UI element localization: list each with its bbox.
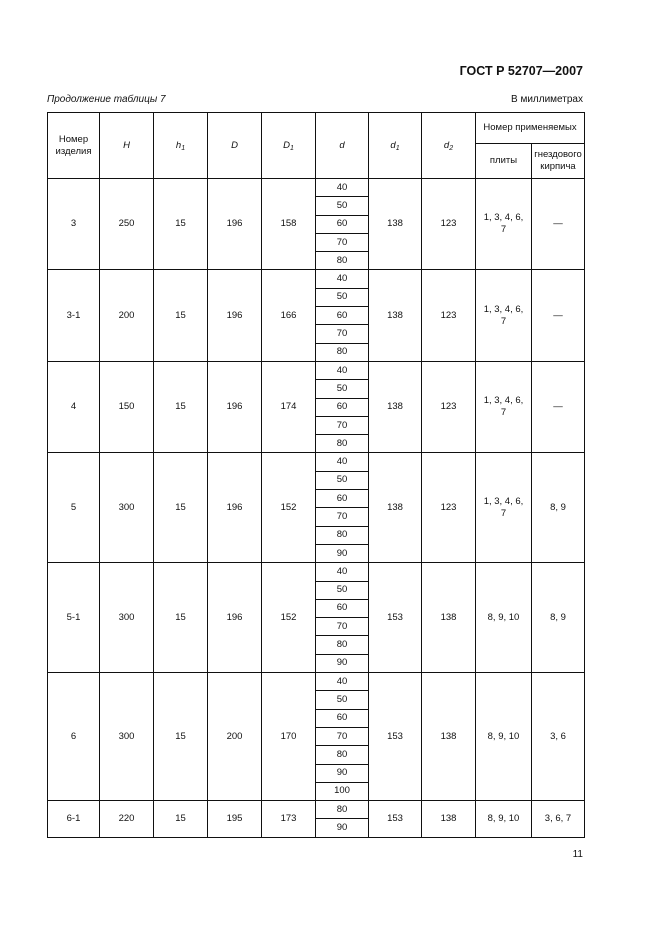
cell-H: 300 xyxy=(100,673,154,801)
table-row xyxy=(48,270,585,288)
cell-d1: 153 xyxy=(369,563,422,673)
cell-H: 200 xyxy=(100,270,154,361)
cell-d: 90 xyxy=(316,764,369,782)
cell-h1: 15 xyxy=(154,453,208,563)
cell-d: 40 xyxy=(316,453,369,471)
cell-d: 60 xyxy=(316,398,369,416)
cell-D: 196 xyxy=(208,563,262,673)
cell-D1: 174 xyxy=(262,361,316,452)
cell-plate: 8, 9, 10 xyxy=(476,563,532,673)
cell-d: 50 xyxy=(316,471,369,489)
cell-plate: 1, 3, 4, 6, 7 xyxy=(476,179,532,270)
cell-d2: 123 xyxy=(422,361,476,452)
cell-item-number: 5 xyxy=(48,453,100,563)
cell-D: 196 xyxy=(208,361,262,452)
cell-d: 40 xyxy=(316,361,369,379)
cell-d: 70 xyxy=(316,325,369,343)
cell-d: 70 xyxy=(316,508,369,526)
cell-D: 195 xyxy=(208,801,262,838)
cell-d: 90 xyxy=(316,819,369,837)
cell-item-number: 3 xyxy=(48,179,100,270)
cell-H: 250 xyxy=(100,179,154,270)
cell-d: 40 xyxy=(316,270,369,288)
cell-plate: 1, 3, 4, 6, 7 xyxy=(476,361,532,452)
table-row xyxy=(48,563,585,581)
cell-item-number: 5-1 xyxy=(48,563,100,673)
cell-d: 60 xyxy=(316,490,369,508)
cell-d: 50 xyxy=(316,691,369,709)
cell-D1: 152 xyxy=(262,453,316,563)
cell-item-number: 6 xyxy=(48,673,100,801)
cell-d2: 138 xyxy=(422,801,476,838)
cell-h1: 15 xyxy=(154,563,208,673)
cell-d: 60 xyxy=(316,599,369,617)
cell-d: 80 xyxy=(316,526,369,544)
cell-plate: 8, 9, 10 xyxy=(476,801,532,838)
cell-d: 50 xyxy=(316,581,369,599)
cell-D1: 166 xyxy=(262,270,316,361)
cell-nest-brick: 8, 9 xyxy=(532,563,585,673)
cell-d: 60 xyxy=(316,215,369,233)
cell-d: 70 xyxy=(316,416,369,434)
cell-d: 80 xyxy=(316,343,369,361)
cell-H: 150 xyxy=(100,361,154,452)
cell-plate: 1, 3, 4, 6, 7 xyxy=(476,453,532,563)
cell-D: 196 xyxy=(208,270,262,361)
cell-nest-brick: 8, 9 xyxy=(532,453,585,563)
cell-item-number: 6-1 xyxy=(48,801,100,838)
header-row xyxy=(48,113,585,144)
cell-item-number: 3-1 xyxy=(48,270,100,361)
cell-nest-brick: — xyxy=(532,361,585,452)
header-d2: $d_2$ xyxy=(422,113,476,179)
header-d1: $d_1$ xyxy=(369,113,422,179)
table-body xyxy=(48,113,585,838)
page-number: 11 xyxy=(572,849,583,860)
cell-d2: 123 xyxy=(422,453,476,563)
header-D1: $D_1$ xyxy=(262,113,316,179)
cell-d: 40 xyxy=(316,179,369,197)
cell-h1: 15 xyxy=(154,673,208,801)
cell-d1: 138 xyxy=(369,270,422,361)
cell-h1: 15 xyxy=(154,361,208,452)
cell-d2: 138 xyxy=(422,673,476,801)
table-row xyxy=(48,801,585,819)
header-D: D xyxy=(208,113,262,179)
document-code: ГОСТ Р 52707—2007 xyxy=(459,64,583,78)
cell-d1: 153 xyxy=(369,801,422,838)
table-row xyxy=(48,673,585,691)
cell-d1: 138 xyxy=(369,453,422,563)
cell-nest-brick: 3, 6, 7 xyxy=(532,801,585,838)
cell-nest-brick: — xyxy=(532,179,585,270)
table-caption: Продолжение таблицы 7 xyxy=(47,94,166,105)
cell-D: 196 xyxy=(208,179,262,270)
cell-H: 300 xyxy=(100,453,154,563)
table-row xyxy=(48,179,585,197)
cell-H: 300 xyxy=(100,563,154,673)
table-row xyxy=(48,361,585,379)
header-H: H xyxy=(100,113,154,179)
header-item-number: Номер изделия xyxy=(48,113,100,179)
cell-plate: 8, 9, 10 xyxy=(476,673,532,801)
cell-D1: 152 xyxy=(262,563,316,673)
header-applicable-group: Номер применяемых xyxy=(476,113,585,144)
cell-d2: 123 xyxy=(422,270,476,361)
cell-D: 196 xyxy=(208,453,262,563)
cell-d: 80 xyxy=(316,636,369,654)
cell-item-number: 4 xyxy=(48,361,100,452)
cell-D1: 170 xyxy=(262,673,316,801)
cell-d: 80 xyxy=(316,746,369,764)
cell-d: 60 xyxy=(316,709,369,727)
cell-d: 40 xyxy=(316,563,369,581)
cell-d: 80 xyxy=(316,801,369,819)
cell-d1: 138 xyxy=(369,179,422,270)
cell-d: 50 xyxy=(316,288,369,306)
cell-d: 70 xyxy=(316,727,369,745)
cell-d2: 138 xyxy=(422,563,476,673)
cell-d2: 123 xyxy=(422,179,476,270)
cell-d: 100 xyxy=(316,782,369,800)
cell-d: 80 xyxy=(316,435,369,453)
cell-d: 60 xyxy=(316,307,369,325)
cell-d: 80 xyxy=(316,252,369,270)
cell-h1: 15 xyxy=(154,179,208,270)
cell-d: 50 xyxy=(316,197,369,215)
header-h1: $h_1$ xyxy=(154,113,208,179)
cell-d1: 138 xyxy=(369,361,422,452)
cell-d: 40 xyxy=(316,673,369,691)
cell-h1: 15 xyxy=(154,801,208,838)
cell-D1: 173 xyxy=(262,801,316,838)
cell-d: 70 xyxy=(316,618,369,636)
cell-D1: 158 xyxy=(262,179,316,270)
cell-d: 70 xyxy=(316,233,369,251)
cell-d1: 153 xyxy=(369,673,422,801)
cell-nest-brick: — xyxy=(532,270,585,361)
dimensions-table xyxy=(47,112,585,838)
table-row xyxy=(48,453,585,471)
cell-h1: 15 xyxy=(154,270,208,361)
cell-d: 90 xyxy=(316,544,369,562)
cell-d: 90 xyxy=(316,654,369,672)
header-plate: плиты xyxy=(476,144,532,179)
cell-nest-brick: 3, 6 xyxy=(532,673,585,801)
header-d: d xyxy=(316,113,369,179)
header-nest-brick: гнездового кирпича xyxy=(532,144,585,179)
cell-plate: 1, 3, 4, 6, 7 xyxy=(476,270,532,361)
cell-d: 50 xyxy=(316,380,369,398)
cell-D: 200 xyxy=(208,673,262,801)
units-label: В миллиметрах xyxy=(511,94,583,105)
cell-H: 220 xyxy=(100,801,154,838)
